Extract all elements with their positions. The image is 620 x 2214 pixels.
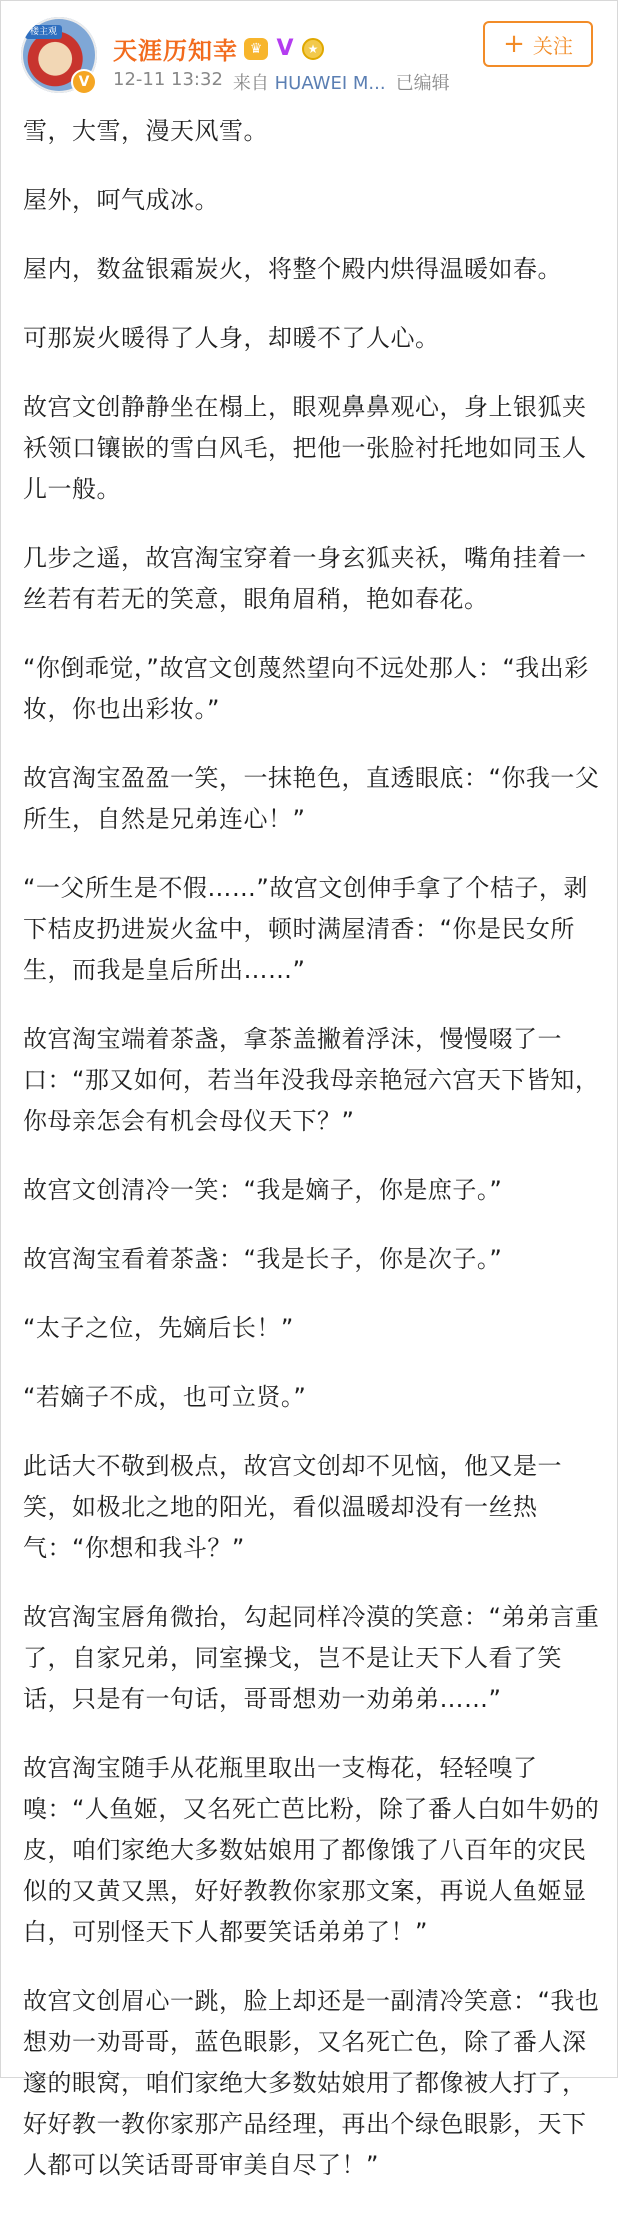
paragraph: 故宫淘宝唇角微抬，勾起同样冷漠的笑意：“弟弟言重了，自家兄弟，同室操戈，岂不是让天下人看了笑话，只是有一句话，哥哥想劝一劝弟弟……” [23, 1603, 600, 1713]
device-name[interactable]: HUAWEI M... [274, 73, 386, 94]
follow-label: 关注 [532, 33, 573, 58]
paragraph: 屋外，呵气成冰。 [23, 186, 219, 214]
post-source [233, 69, 386, 95]
medal-icon[interactable]: ★ [302, 38, 324, 60]
post-timestamp: 12-11 13:32 [113, 69, 223, 90]
paragraph: 故宫淘宝端着茶盏，拿茶盖撇着浮沫，慢慢啜了一口：“那又如何，若当年没我母亲艳冠六宫天下皆知，你母亲怎会有机会母仪天下？” [23, 1025, 600, 1135]
post-header [1, 1, 617, 111]
paragraph: 雪，大雪，漫天风雪。 [23, 117, 268, 145]
paragraph: 屋内，数盆银霜炭火，将整个殿内烘得温暖如春。 [23, 255, 562, 283]
paragraph: 几步之遥，故宫淘宝穿着一身玄狐夹袄，嘴角挂着一丝若有若无的笑意，眼角眉稍，艳如春花。 [23, 544, 587, 613]
paragraph: 故宫淘宝看着茶盏：“我是长子，你是次子。” [23, 1245, 503, 1273]
edited-label[interactable]: 已编辑 [395, 73, 450, 94]
paragraph: “太子之位，先嫡后长！” [23, 1314, 294, 1342]
avatar-badge: 楼主观 [25, 25, 62, 39]
verified-badge-icon: V [71, 69, 97, 95]
follow-button[interactable] [483, 21, 593, 67]
paragraph: 此话大不敬到极点，故宫文创却不见恼，他又是一笑，如极北之地的阳光，看似温暖却没有一丝热气：“你想和我斗？” [23, 1452, 562, 1562]
vip-v-icon[interactable]: V [276, 35, 294, 61]
post-content [23, 111, 601, 2214]
paragraph: 故宫文创眉心一跳，脸上却还是一副清冷笑意：“我也想劝一劝哥哥，蓝色眼影，又名死亡色，除了番人深邃的眼窝，咱们家绝大多数姑娘用了都像被人打了，好好教一教你家那产品经理，再出个绿色眼影，天下人都可以笑话哥哥审美自尽了！” [23, 1987, 600, 2179]
paragraph: 可那炭火暖得了人身，却暖不了人心。 [23, 324, 440, 352]
paragraph: 故宫文创静静坐在榻上，眼观鼻鼻观心，身上银狐夹袄领口镶嵌的雪白风毛，把他一张脸衬托地如同玉人儿一般。 [23, 393, 587, 503]
paragraph: 故宫淘宝随手从花瓶里取出一支梅花，轻轻嗅了嗅：“人鱼姬，又名死亡芭比粉，除了番人白如牛奶的皮，咱们家绝大多数姑娘用了都像饿了八百年的灾民似的又黄又黑，好好教教你家那文案，再说人鱼姬显白，可别怪天下人都要笑话弟弟了！” [23, 1754, 600, 1946]
paragraph: 故宫淘宝盈盈一笑，一抹艳色，直透眼底：“你我一父所生，自然是兄弟连心！” [23, 764, 600, 833]
paragraph: 故宫文创清冷一笑：“我是嫡子，你是庶子。” [23, 1176, 503, 1204]
username-row [113, 31, 324, 66]
plus-icon: + [503, 29, 525, 59]
paragraph: “若嫡子不成，也可立贤。” [23, 1383, 307, 1411]
source-prefix: 来自 [232, 73, 269, 94]
username[interactable]: 天涯历知幸 [113, 37, 238, 65]
crown-icon[interactable]: ♛ [244, 38, 268, 60]
paragraph: “你倒乖觉，”故宫文创蔑然望向不远处那人：“我出彩妆，你也出彩妆。” [23, 654, 589, 723]
paragraph: “一父所生是不假……”故宫文创伸手拿了个桔子，剥下桔皮扔进炭火盆中，顿时满屋清香：“你是民女所生，而我是皇后所出……” [23, 874, 588, 984]
post-meta [113, 69, 450, 95]
